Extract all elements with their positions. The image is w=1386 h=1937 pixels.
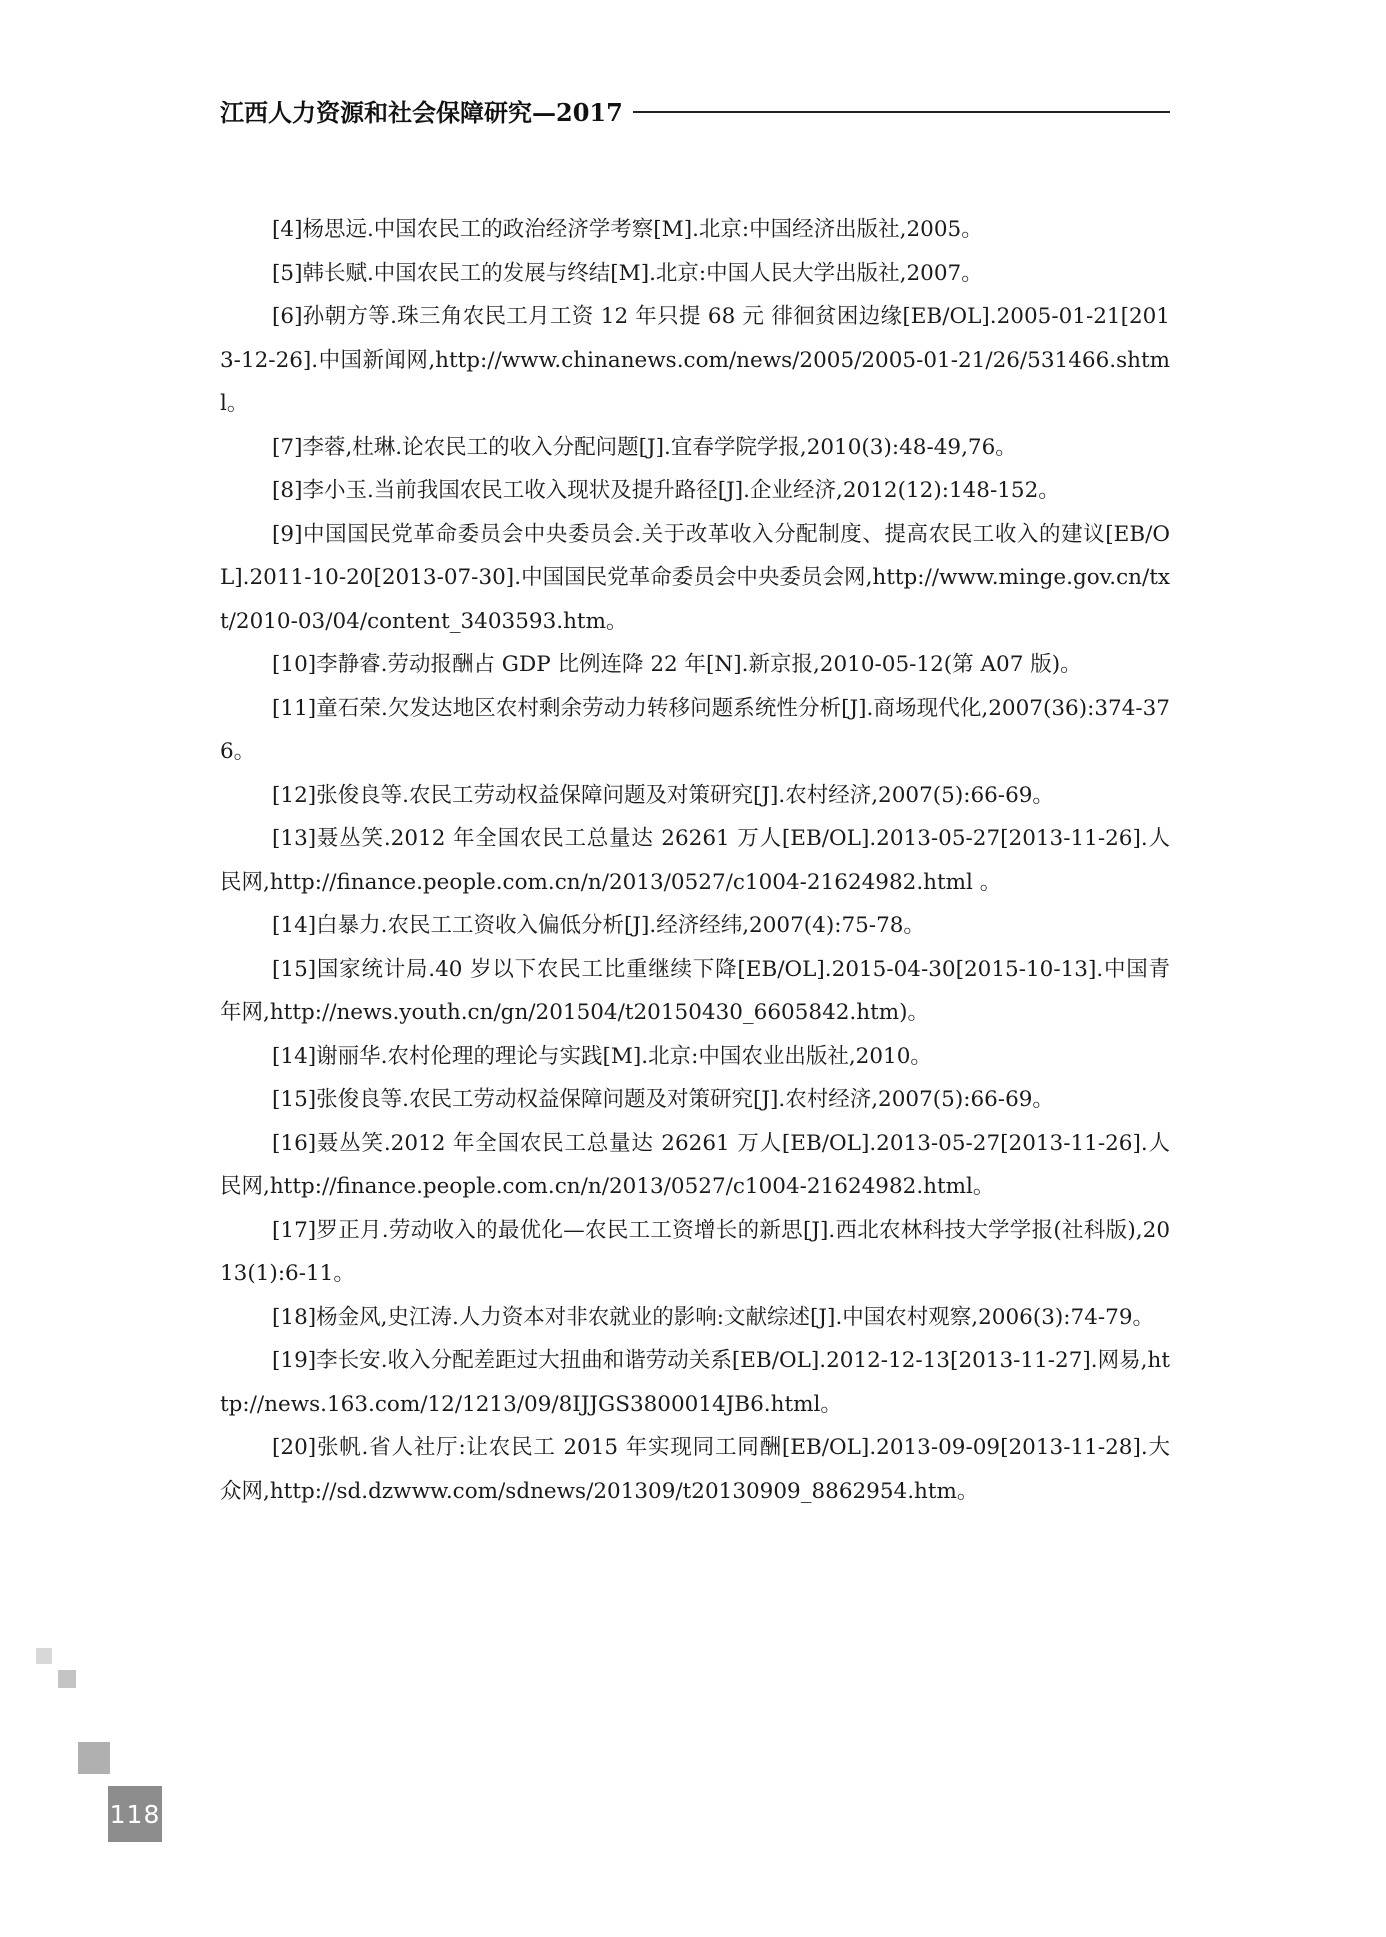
reference-item: [15]张俊良等.农民工劳动权益保障问题及对策研究[J].农村经济,2007(5):66-69。: [272, 1087, 1054, 1112]
reference-list: [220, 208, 1170, 1513]
reference-item: [16]聂丛笑.2012 年全国农民工总量达 26261 万人[EB/OL].2013-05-27[2013-11-26].人民网,http://finance.people.com.cn/n/2013/0527/c1004-21624982.html。: [220, 1130, 1170, 1199]
reference-item: [10]李静睿.劳动报酬占 GDP 比例连降 22 年[N].新京报,2010-05-12(第 A07 版)。: [272, 652, 1082, 677]
reference-item: [18]杨金风,史江涛.人力资本对非农就业的影响:文献综述[J].中国农村观察,2006(3):74-79。: [272, 1304, 1155, 1330]
running-header: [220, 92, 1170, 128]
reference-item: [5]韩长赋.中国农民工的发展与终结[M].北京:中国人民大学出版社,2007。: [272, 260, 983, 286]
reference-item: [11]童石荣.欠发达地区农村剩余劳动力转移问题系统性分析[J].商场现代化,2007(36):374-376。: [220, 695, 1170, 764]
reference-item: [9]中国国民党革命委员会中央委员会.关于改革收入分配制度、提高农民工收入的建议[EB/OL].2011-10-20[2013-07-30].中国国民党革命委员会中央委员会网,http://www.minge.gov.cn/txt/2010-03/04/content_3403593.htm。: [220, 521, 1170, 634]
reference-item: [4]杨思远.中国农民工的政治经济学考察[M].北京:中国经济出版社,2005。: [272, 217, 983, 242]
decorative-square: [36, 1648, 52, 1664]
reference-item: [12]张俊良等.农民工劳动权益保障问题及对策研究[J].农村经济,2007(5):66-69。: [272, 782, 1054, 808]
decorative-square: [78, 1742, 110, 1774]
reference-item: [17]罗正月.劳动收入的最优化—农民工工资增长的新思[J].西北农林科技大学学报(社科版),2013(1):6-11。: [220, 1217, 1170, 1286]
reference-item: [15]国家统计局.40 岁以下农民工比重继续下降[EB/OL].2015-04-30[2015-10-13].中国青年网,http://news.youth.cn/gn/201504/t20150430_6605842.htm)。: [220, 956, 1170, 1025]
reference-item: [8]李小玉.当前我国农民工收入现状及提升路径[J].企业经济,2012(12):148-152。: [272, 478, 1060, 503]
reference-item: [20]张帆.省人社厅:让农民工 2015 年实现同工同酬[EB/OL].2013-09-09[2013-11-28].大众网,http://sd.dzwww.com/sdnews/201309/t20130909_8862954.htm。: [220, 1435, 1170, 1504]
reference-item: [14]白暴力.农民工工资收入偏低分析[J].经济经纬,2007(4):75-78。: [272, 913, 925, 938]
header-rule: [633, 111, 1170, 113]
journal-title: 江西人力资源和社会保障研究—2017: [220, 97, 623, 127]
reference-item: [13]聂丛笑.2012 年全国农民工总量达 26261 万人[EB/OL].2013-05-27[2013-11-26].人民网,http://finance.people.com.cn/n/2013/0527/c1004-21624982.html 。: [220, 826, 1170, 895]
decorative-square: [58, 1670, 76, 1688]
page-number: 118: [109, 1799, 161, 1829]
page-number-box: [108, 1786, 162, 1842]
reference-item: [14]谢丽华.农村伦理的理论与实践[M].北京:中国农业出版社,2010。: [272, 1043, 932, 1069]
reference-item: [6]孙朝方等.珠三角农民工月工资 12 年只提 68 元 徘徊贫困边缘[EB/OL].2005-01-21[2013-12-26].中国新闻网,http://www.chinanews.com/news/2005/2005-01-21/26/531466.shtml。: [220, 304, 1170, 416]
reference-item: [7]李蓉,杜琳.论农民工的收入分配问题[J].宜春学院学报,2010(3):48-49,76。: [272, 434, 1017, 460]
reference-item: [19]李长安.收入分配差距过大扭曲和谐劳动关系[EB/OL].2012-12-13[2013-11-27].网易,http://news.163.com/12/1213/09/8IJJGS3800014JB6.html。: [220, 1348, 1170, 1417]
